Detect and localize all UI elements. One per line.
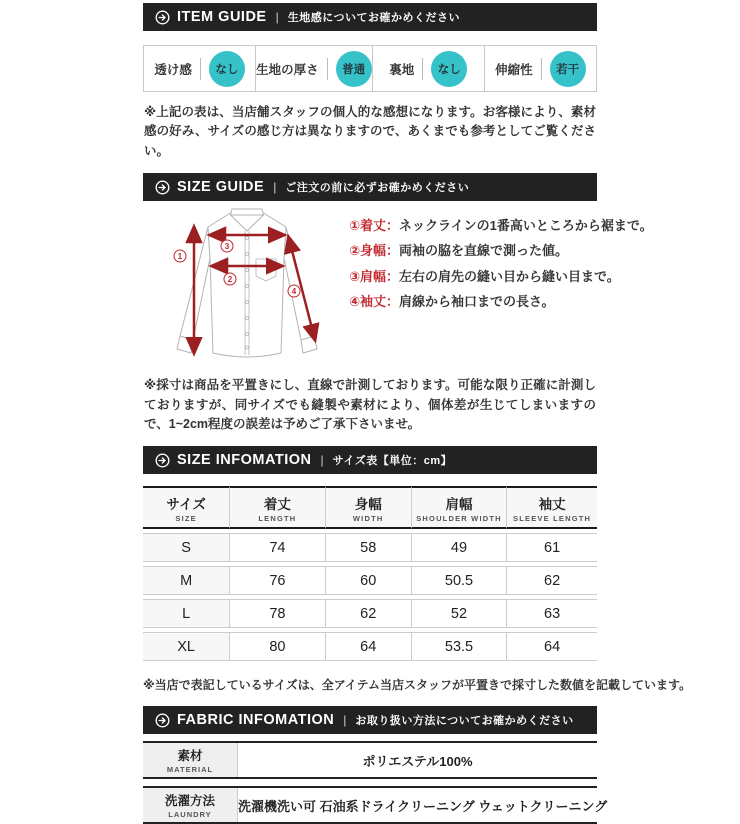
value-cell: 64 <box>325 632 411 661</box>
measurement-term: ①着丈： <box>349 218 400 234</box>
measurement-desc: ネックラインの1番高いところから裾まで。 <box>399 218 653 234</box>
feel-cell-sheerness <box>144 46 255 91</box>
feel-label: 裏地 <box>389 62 415 77</box>
value-cell: 52 <box>411 599 506 628</box>
value-cell: 62 <box>506 566 597 595</box>
size-row-s <box>143 533 597 562</box>
item-guide-header <box>143 3 597 31</box>
fabric-infomation-header <box>143 706 597 734</box>
size-guide-note: ※採寸は商品を平置きにし、直線で計測しております。可能な限り正確に計測しておりますが、同サイズでも縫製や素材により、個体差が生じてしまいますので、1~2cm程度の誤差は予めご了承下さいませ。 <box>144 378 596 431</box>
laundry-value: 洗濯機洗い可 石油系ドライクリーニング ウェットクリーニング <box>238 798 608 814</box>
value-cell: 63 <box>506 599 597 628</box>
divider <box>327 58 328 80</box>
label-1: 1 <box>177 252 183 262</box>
feel-label: 生地の厚さ <box>256 62 319 77</box>
feel-value-badge: 普通 <box>336 51 372 87</box>
feel-cell-thickness <box>255 46 372 91</box>
label-2: 2 <box>227 275 233 285</box>
header-sleeve-length: 袖丈 SLEEVE LENGTH <box>506 486 597 529</box>
circle-arrow-icon <box>155 10 170 25</box>
size-cell: S <box>143 533 229 562</box>
circle-arrow-icon <box>155 713 170 728</box>
divider <box>541 58 542 80</box>
feel-cell-lining <box>372 46 484 91</box>
size-table <box>143 482 597 665</box>
fabric-infomation-subtitle: お取り扱い方法についてお確かめください <box>355 715 574 728</box>
feel-value-badge: 若干 <box>550 51 586 87</box>
measurement-line <box>349 238 653 263</box>
feel-label: 伸縮性 <box>495 62 533 77</box>
value-cell: 76 <box>229 566 324 595</box>
size-cell: M <box>143 566 229 595</box>
feel-value-badge: なし <box>431 51 467 87</box>
measurement-line <box>349 264 653 289</box>
measurement-desc: 両袖の脇を直線で測った値。 <box>399 243 569 259</box>
size-cell: L <box>143 599 229 628</box>
feel-value-badge: なし <box>209 51 245 87</box>
shirt-measurement-diagram <box>147 205 337 365</box>
size-row-xl <box>143 632 597 661</box>
item-guide-title: ITEM GUIDE <box>177 9 267 25</box>
size-table-note: ※当店で表記しているサイズは、全アイテム当店スタッフが平置きで採寸した数値を記載しています。 <box>143 678 692 693</box>
value-cell: 64 <box>506 632 597 661</box>
circle-arrow-icon <box>155 180 170 195</box>
material-value: ポリエステル100% <box>362 753 473 769</box>
bar-separator: | <box>343 713 347 728</box>
value-cell: 50.5 <box>411 566 506 595</box>
laundry-label: 洗濯方法 LAUNDRY <box>143 788 238 822</box>
product-info-page <box>143 0 692 824</box>
measurement-term: ③肩幅： <box>349 268 400 284</box>
item-guide-subtitle: 生地感についてお確かめください <box>287 12 460 24</box>
bar-separator: | <box>320 453 324 468</box>
fabric-feel-table <box>143 45 597 92</box>
value-cell: 78 <box>229 599 324 628</box>
feel-cell-stretch <box>484 46 596 91</box>
measurement-term: ②身幅： <box>349 243 400 259</box>
value-cell: 58 <box>325 533 411 562</box>
size-infomation-title: SIZE INFOMATION <box>177 452 312 469</box>
fabric-infomation-title: FABRIC INFOMATION <box>177 712 335 729</box>
divider <box>422 58 423 80</box>
measurement-line <box>349 289 653 314</box>
size-guide-title: SIZE GUIDE <box>177 179 265 196</box>
value-cell: 61 <box>506 533 597 562</box>
size-row-m <box>143 566 597 595</box>
size-row-l <box>143 599 597 628</box>
size-infomation-header <box>143 446 597 474</box>
shirt-outline <box>177 209 317 357</box>
value-cell: 74 <box>229 533 324 562</box>
measurement-definitions <box>349 213 653 365</box>
value-cell: 53.5 <box>411 632 506 661</box>
size-guide-header <box>143 173 597 201</box>
header-size: サイズ SIZE <box>143 486 229 529</box>
measurement-desc: 肩線から袖口までの長さ。 <box>399 294 555 310</box>
label-4: 4 <box>291 287 297 297</box>
circle-arrow-icon <box>155 453 170 468</box>
value-cell: 49 <box>411 533 506 562</box>
material-row <box>143 741 597 779</box>
value-cell: 80 <box>229 632 324 661</box>
size-table-header-row <box>143 486 597 529</box>
measurement-desc: 左右の肩先の縫い目から縫い目まで。 <box>399 268 620 284</box>
item-guide-note: ※上記の表は、当店舗スタッフの個人的な感想になります。お客様により、素材感の好み、サイズの感じ方は異なりますので、あくまでも参考としてご覧ください。 <box>144 105 596 158</box>
bar-separator: | <box>275 10 279 24</box>
value-cell: 62 <box>325 599 411 628</box>
value-cell: 60 <box>325 566 411 595</box>
label-3: 3 <box>224 242 230 252</box>
material-label: 素材 MATERIAL <box>143 743 238 777</box>
bar-separator: | <box>273 180 277 195</box>
measurement-term: ④袖丈： <box>349 294 400 310</box>
divider <box>200 58 201 80</box>
size-infomation-subtitle: サイズ表【単位：cm】 <box>332 455 453 468</box>
header-shoulder-width: 肩幅 SHOULDER WIDTH <box>411 486 506 529</box>
size-guide-content <box>143 205 653 365</box>
feel-label: 透け感 <box>154 62 192 77</box>
header-width: 身幅 WIDTH <box>325 486 411 529</box>
measurement-line <box>349 213 653 238</box>
size-cell: XL <box>143 632 229 661</box>
header-length: 着丈 LENGTH <box>229 486 324 529</box>
laundry-row <box>143 786 608 824</box>
size-guide-subtitle: ご注文の前に必ずお確かめください <box>285 182 470 195</box>
